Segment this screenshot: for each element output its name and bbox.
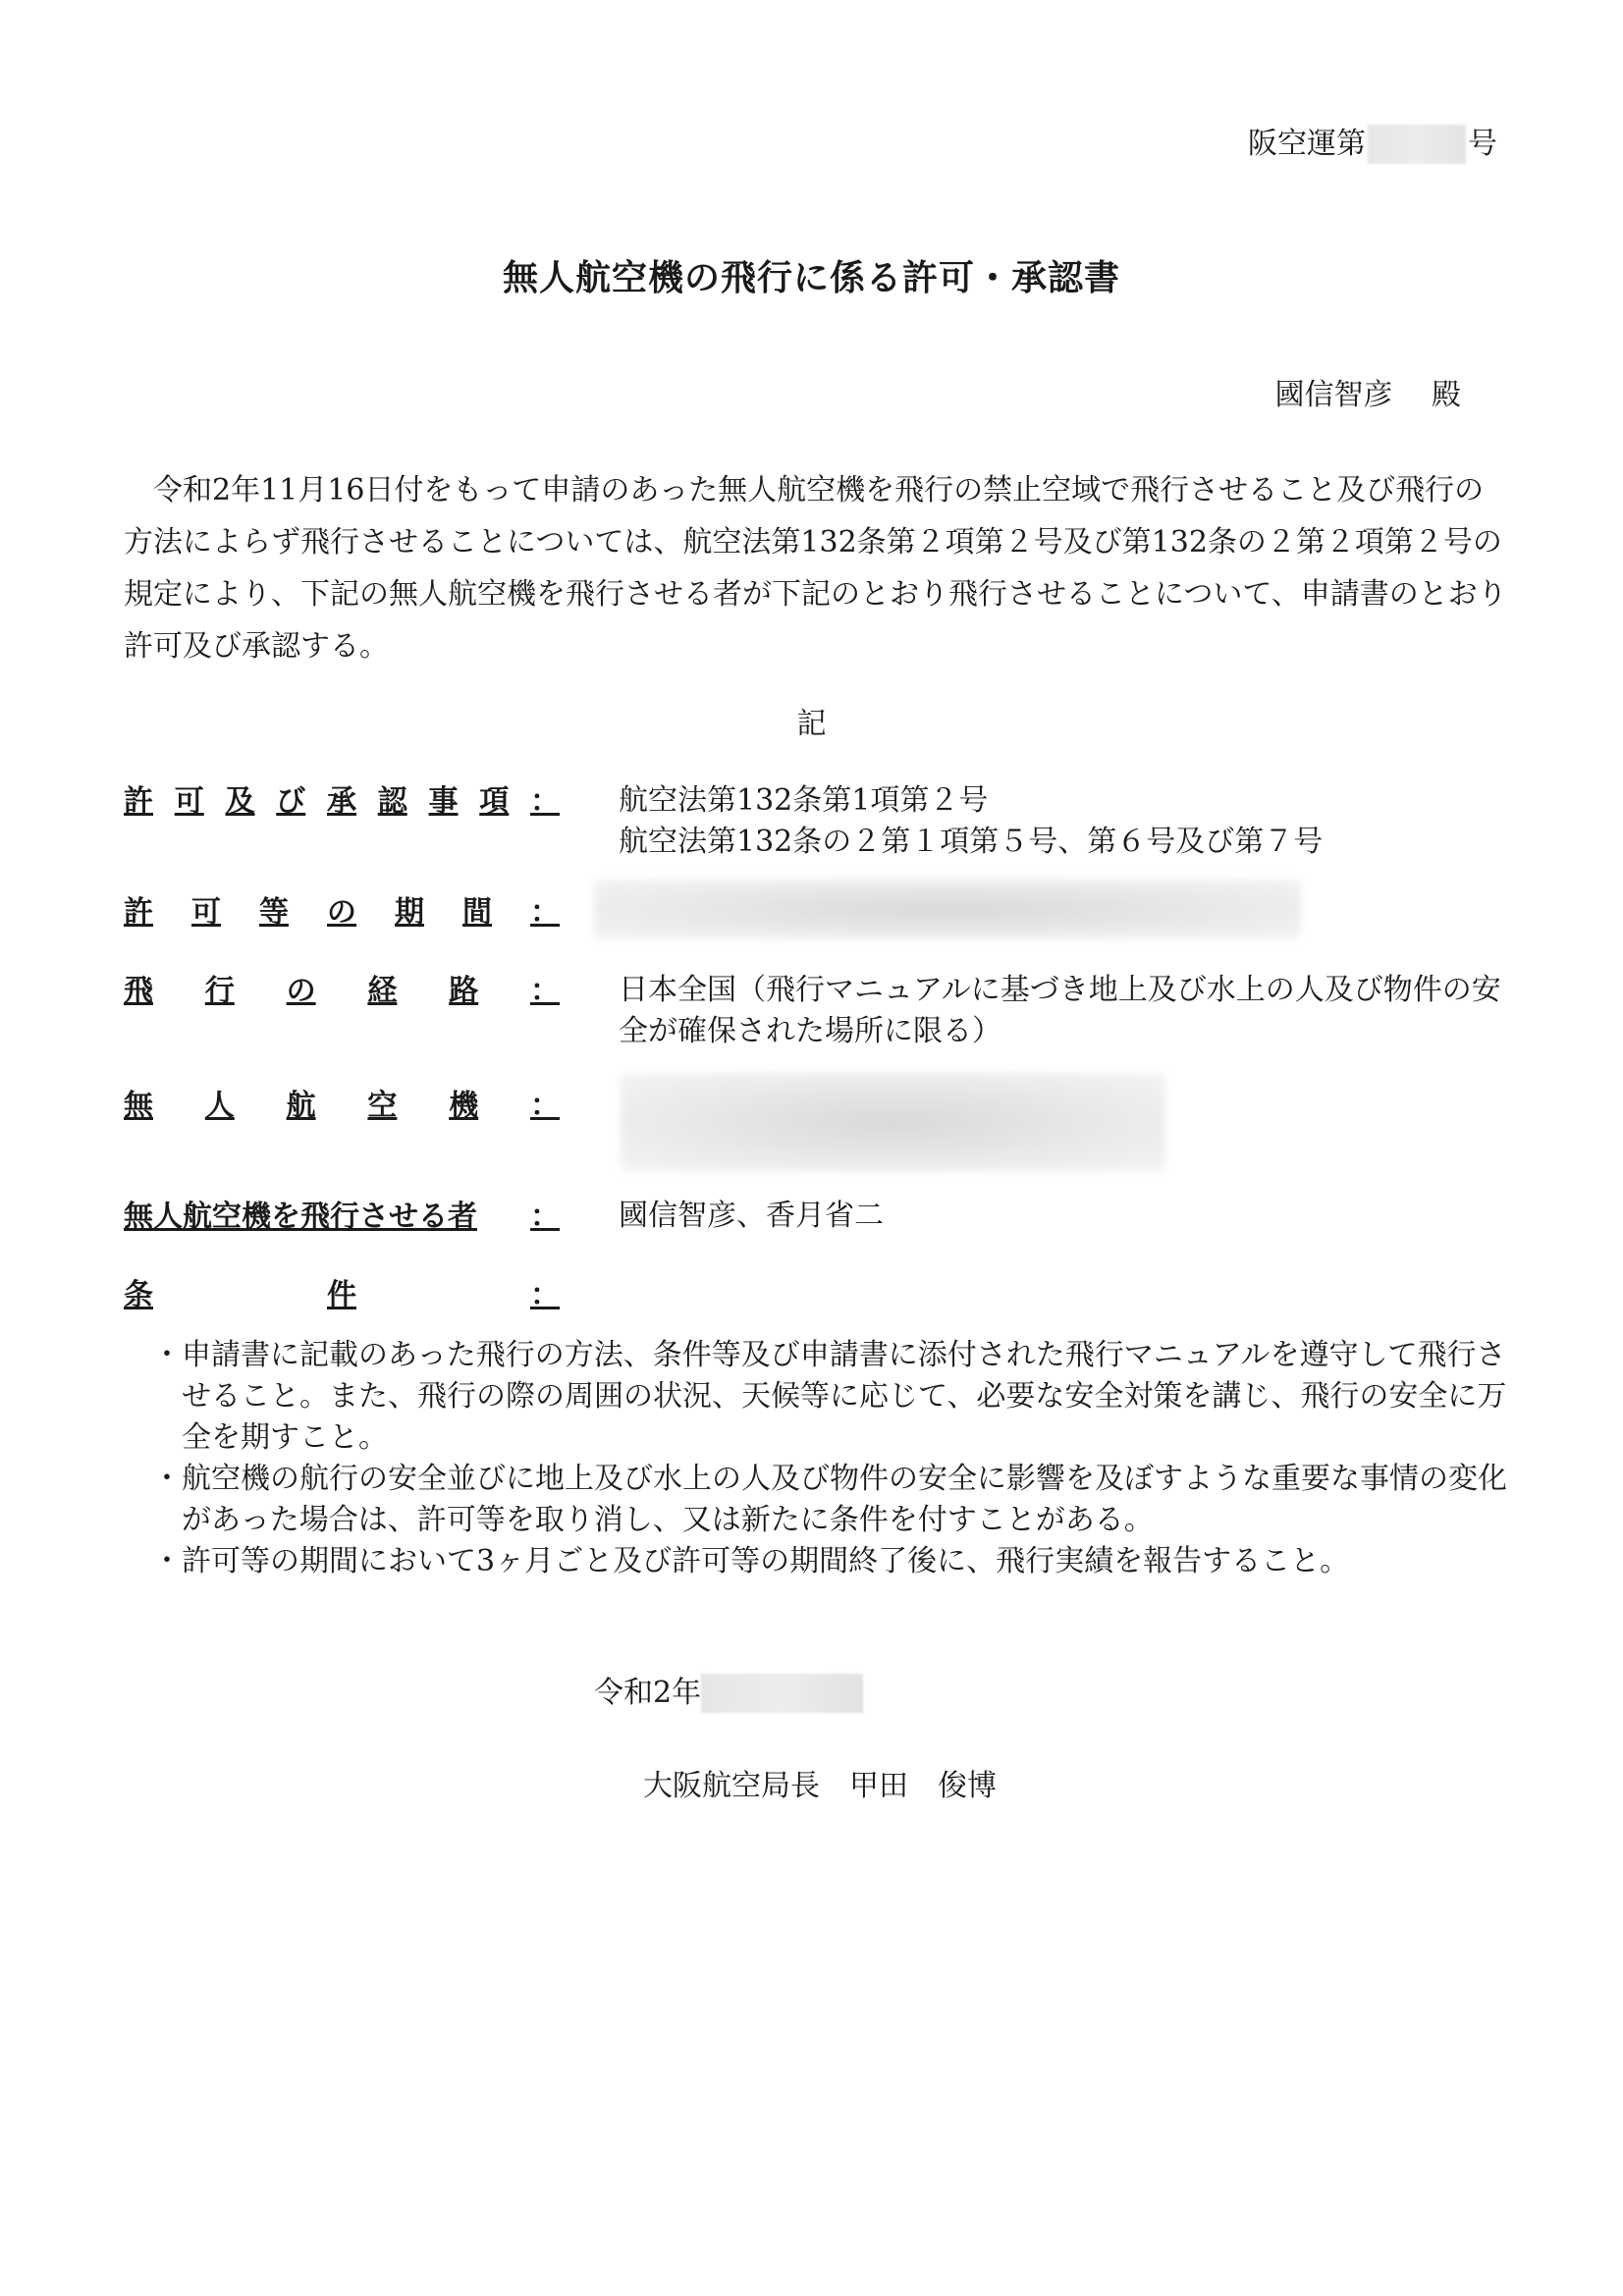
doc-number-suffix: 号 (1468, 127, 1497, 161)
ki-heading: 記 (796, 707, 827, 741)
issue-date (594, 1674, 863, 1713)
condition-item-2: ・航空機の航行の安全並びに地上及び水上の人及び物件の安全に影響を及ぼすような重要な事情の変化があった場合は、許可等を取り消し、又は新たに条件を付すことがある。 (152, 1462, 1507, 1537)
document-title: 無人航空機の飛行に係る許可・承認書 (502, 257, 1120, 298)
value-approval-items (619, 780, 1512, 863)
doc-number-prefix: 阪空運第 (1248, 127, 1366, 161)
label-conditions: 条 件 ： (124, 1278, 560, 1312)
conditions-list (152, 1335, 1527, 1582)
label-approval-items: 許 可 及 び 承 認 事 項 ： (124, 784, 560, 819)
value-operators: 國信智彦、香月省二 (619, 1199, 884, 1233)
redacted-number (1368, 125, 1466, 164)
document-number (1248, 125, 1497, 164)
body-paragraph: 令和2年11月16日付をもって申請のあった無人航空機を飛行の禁止空域で飛行させること及び飛行の方法によらず飛行させることについては、航空法第132条第２項第２号及び第132条の２第２項第２号の規定により、下記の無人航空機を飛行させる者が下記のとおり飛行させることについて、申請書のとおり許可及び承認する。 (124, 473, 1507, 664)
condition-item-3: ・許可等の期間において3ヶ月ごと及び許可等の期間終了後に、飛行実績を報告すること。 (152, 1544, 1350, 1578)
label-flight-route: 飛 行 の 経 路 ： (124, 974, 560, 1008)
condition-item-1: ・申請書に記載のあった飛行の方法、条件等及び申請書に添付された飛行マニュアルを遵守して飛行させること。また、飛行の際の周囲の状況、天候等に応じて、必要な安全対策を講じ、飛行の安全に万全を期すこと。 (152, 1338, 1507, 1455)
issue-date-prefix: 令和2年 (594, 1676, 702, 1710)
value-flight-route: 日本全国（飛行マニュアルに基づき地上及び水上の人及び物件の安全が確保された場所に限る） (619, 973, 1501, 1048)
approval-line-1: 航空法第132条第1項第２号 (619, 783, 989, 818)
label-aircraft: 無 人 航 空 機 ： (124, 1089, 560, 1123)
addressee: 國信智彦 殿 (1274, 378, 1461, 412)
redacted-aircraft (621, 1073, 1165, 1171)
redacted-date (701, 1674, 863, 1713)
label-operators: 無人航空機を飛行させる者 ： (124, 1200, 560, 1234)
redacted-period (594, 880, 1301, 938)
approval-line-2: 航空法第132条の２第１項第５号、第６号及び第７号 (619, 825, 1324, 859)
label-permit-period: 許 可 等 の 期 間 ： (124, 895, 560, 930)
issuer: 大阪航空局長 甲田 俊博 (643, 1769, 997, 1803)
